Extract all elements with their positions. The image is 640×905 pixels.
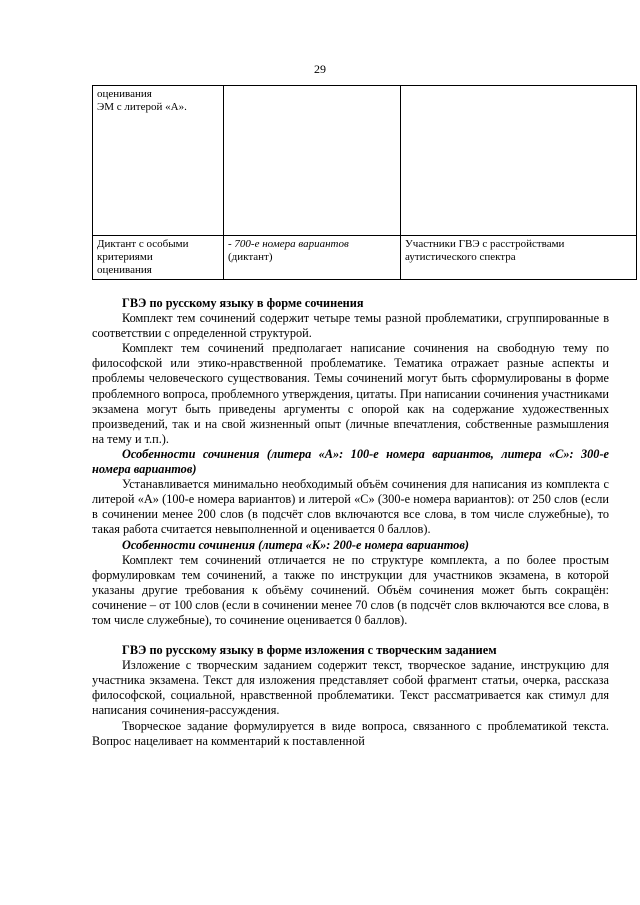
cell-text-line: оценивания [97, 264, 152, 276]
table-cell-empty [224, 86, 401, 236]
cell-text-line: оценивания [97, 88, 152, 100]
section-heading: ГВЭ по русскому языку в форме изложения с творческим заданием [122, 643, 497, 658]
cell-text-line: (диктант) [228, 251, 273, 263]
table-cell-empty [401, 86, 637, 236]
paragraph: Устанавливается минимально необходимый объём сочинения для написания из комплекта с литерой «А» (100-е номера вариантов) и литерой «С» (300-е номера вариантов): от 250 слов (если в сочинении менее 200 слов (в подсчёт слов включаются все слова, в том числе служебные), то такая работа считается невыполненной и оценивается 0 баллов). [92, 477, 609, 537]
table-cell [93, 86, 224, 236]
paragraph: Изложение с творческим заданием содержит текст, творческое задание, инструкцию для участника экзамена. Текст для изложения представляет собой фрагмент статьи, очерка, рассказа философской, социальной, нравственной проблематики. Текст рассматривается как стимул для написания сочинения-рассуждения. [92, 658, 609, 718]
section-heading: ГВЭ по русскому языку в форме сочинения [122, 296, 364, 310]
paragraph: Комплект тем сочинений предполагает написание сочинения на свободную тему по философской или этико-нравственной проблематике. Тематика отражает разные аспекты и проблемы человеческого существования. Темы сочинений могут быть сформулированы в форме проблемного вопроса, проблемного утверждения, цитаты. При написании сочинения участниками экзамена могут быть приведены аргументы с опорой как на содержание художественных произведений, так и на свой жизненный опыт (личные впечатления, собственные размышления на тему и т.п.). [92, 341, 609, 446]
table-cell [224, 236, 401, 280]
page-number: 29 [314, 62, 326, 76]
paragraph: Комплект тем сочинений содержит четыре темы разной проблематики, сгруппированные в соответствии с определенной структурой. [92, 311, 609, 341]
cell-text-line: Диктант с особыми [97, 238, 189, 250]
cell-text-line: критериями [97, 251, 153, 263]
table-row [93, 86, 637, 236]
requirements-table [92, 85, 637, 280]
cell-text-line: Участники ГВЭ с расстройствами [405, 238, 565, 250]
paragraph: Творческое задание формулируется в виде вопроса, связанного с проблематикой текста. Вопрос нацеливает на комментарий к поставленной [92, 718, 609, 748]
table-row [93, 236, 637, 280]
table-cell [401, 236, 637, 280]
subsection-heading: Особенности сочинения (литера «К»: 200-е номера вариантов) [122, 537, 469, 552]
subsection-heading: Особенности сочинения (литера «А»: 100-е номера вариантов, литера «С»: 300-е номера вариантов) [92, 446, 609, 477]
paragraph: Комплект тем сочинений отличается не по структуре комплекта, а по более простым формулировкам тем сочинений, а также по инструкции для участников экзамена, в которой указаны другие требования к объёму сочинений. Объём сочинения может быть сокращён: сочинение – от 100 слов (если в сочинении менее 70 слов (в подсчёт слов включаются все слова, в том числе служебные), то сочинение оценивается 0 баллов). [92, 552, 609, 627]
variant-numbers: - 700-е номера вариантов [228, 238, 349, 250]
cell-text-line: аутистического спектра [405, 251, 516, 263]
table-cell [93, 236, 224, 280]
spacer [92, 628, 609, 643]
cell-text-line: ЭМ с литерой «А». [97, 101, 187, 113]
document-body [92, 296, 609, 749]
